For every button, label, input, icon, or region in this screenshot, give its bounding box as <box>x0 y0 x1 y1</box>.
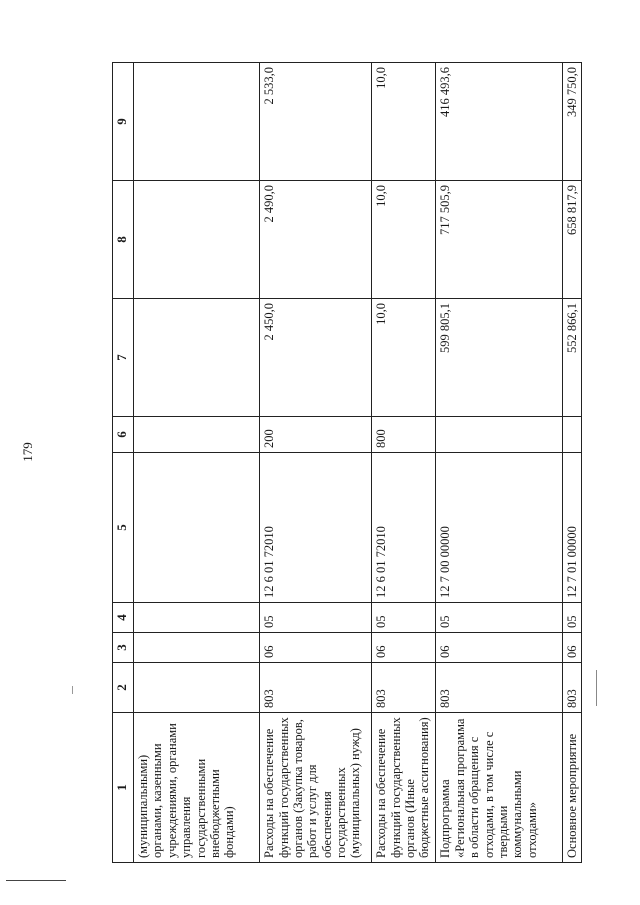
cell-c8: 658 817,9 <box>562 181 581 299</box>
cell-c6 <box>134 417 260 453</box>
cell-c4: 05 <box>562 603 581 633</box>
table-container <box>112 63 582 863</box>
cell-c8: 10,0 <box>372 181 436 299</box>
cell-c5: 12 6 01 72010 <box>372 453 436 603</box>
cell-c9 <box>134 63 260 181</box>
scan-artifact-line <box>72 686 73 694</box>
col-header: 7 <box>113 299 134 417</box>
row-name: Основное мероприятие <box>562 713 581 863</box>
col-header: 3 <box>113 633 134 663</box>
cell-c9: 349 750,0 <box>562 63 581 181</box>
cell-c6: 800 <box>372 417 436 453</box>
cell-c2: 803 <box>260 663 372 713</box>
cell-c6: 200 <box>260 417 372 453</box>
col-header: 6 <box>113 417 134 453</box>
col-header: 8 <box>113 181 134 299</box>
cell-c7: 552 866,1 <box>562 299 581 417</box>
cell-c9: 10,0 <box>372 63 436 181</box>
cell-c3: 06 <box>372 633 436 663</box>
cell-c8: 2 490,0 <box>260 181 372 299</box>
scan-artifact-line <box>596 670 597 706</box>
page-number: 179 <box>20 442 35 462</box>
cell-c2: 803 <box>562 663 581 713</box>
cell-c9: 2 533,0 <box>260 63 372 181</box>
cell-c5: 12 6 01 72010 <box>260 453 372 603</box>
cell-c3: 06 <box>562 633 581 663</box>
cell-c7: 2 450,0 <box>260 299 372 417</box>
col-header: 2 <box>113 663 134 713</box>
cell-c7: 10,0 <box>372 299 436 417</box>
cell-c4: 05 <box>372 603 436 633</box>
cell-c3: 06 <box>436 633 562 663</box>
table-row <box>372 63 436 863</box>
header-row <box>113 63 134 863</box>
cell-c4: 05 <box>260 603 372 633</box>
col-header: 9 <box>113 63 134 181</box>
cell-c2: 803 <box>436 663 562 713</box>
cell-c4 <box>134 603 260 633</box>
cell-c6 <box>436 417 562 453</box>
cell-c7: 599 805,1 <box>436 299 562 417</box>
table-row <box>562 63 581 863</box>
col-header: 1 <box>113 713 134 863</box>
cell-c9: 416 493,6 <box>436 63 562 181</box>
cell-c2 <box>134 663 260 713</box>
cell-c5: 12 7 00 00000 <box>436 453 562 603</box>
table-row <box>134 63 260 863</box>
cell-c4: 05 <box>436 603 562 633</box>
col-header: 4 <box>113 603 134 633</box>
col-header: 5 <box>113 453 134 603</box>
row-name: Расходы на обеспечение функций государственных органов (Иные бюджетные ассигнования) <box>372 713 436 863</box>
cell-c3: 06 <box>260 633 372 663</box>
cell-c8 <box>134 181 260 299</box>
budget-table <box>112 62 582 863</box>
cell-c3 <box>134 633 260 663</box>
table-row <box>260 63 372 863</box>
row-name: (муниципальными) органами, казенными учреждениями, органами управления государственными внебюджетными фондами) <box>134 713 260 863</box>
cell-c7 <box>134 299 260 417</box>
cell-c5 <box>134 453 260 603</box>
cell-c8: 717 505,9 <box>436 181 562 299</box>
cell-c2: 803 <box>372 663 436 713</box>
rotated-table <box>112 63 582 863</box>
cell-c6 <box>562 417 581 453</box>
cell-c5: 12 7 01 00000 <box>562 453 581 603</box>
table-row <box>436 63 562 863</box>
scan-artifact-line <box>6 880 66 881</box>
row-name: Подпрограмма «Региональная программа в области обращения с отходами, в том числе с твердыми коммунальными отходами» <box>436 713 562 863</box>
row-name: Расходы на обеспечение функций государственных органов (Закупка товаров, работ и услуг для обеспечения государственных (муниципальных) нужд) <box>260 713 372 863</box>
